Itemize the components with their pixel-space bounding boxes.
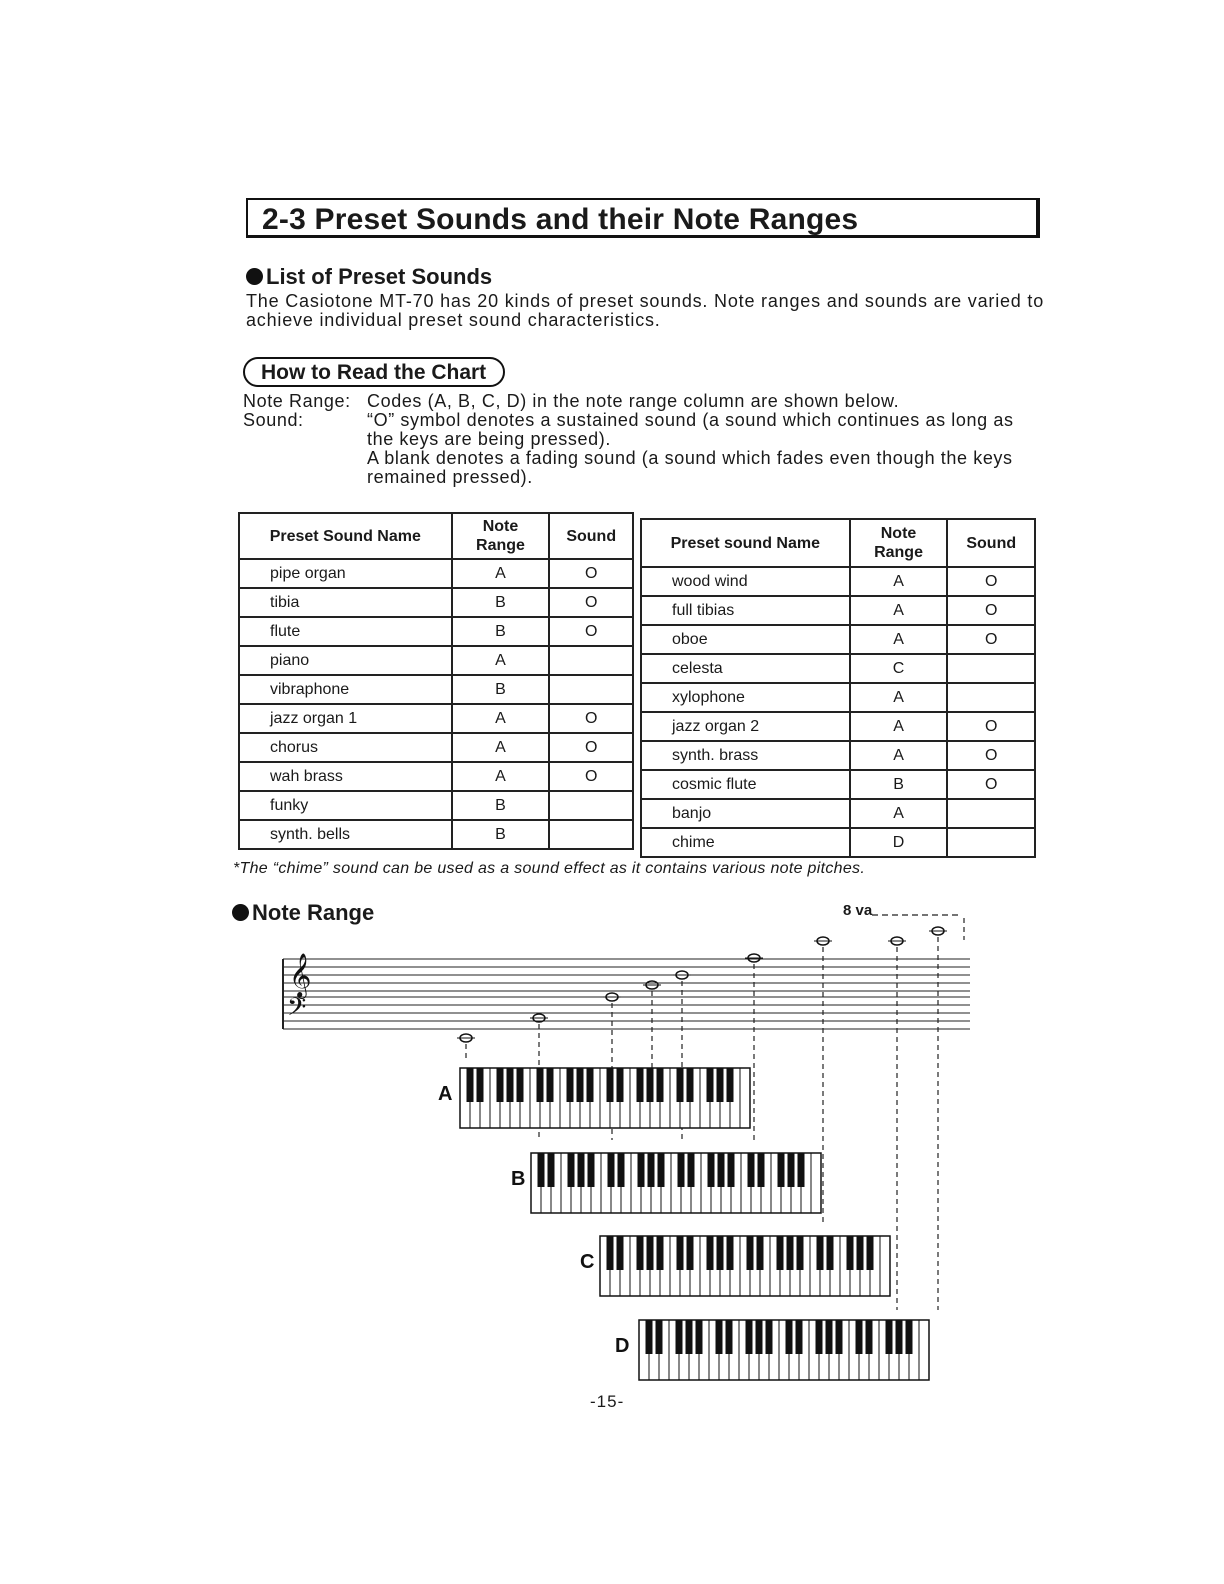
header-sound: Sound [947, 519, 1035, 567]
sound-cell: O [549, 588, 633, 617]
black-key [708, 1153, 715, 1187]
sound-name-cell: xylophone [641, 683, 850, 712]
sound-name-cell: tibia [239, 588, 452, 617]
sound-text-fading: A blank denotes a fading sound (a sound which fades even though the keys remained pressed). [367, 448, 1013, 487]
sound-name-cell: wah brass [239, 762, 452, 791]
note-range-cell: A [850, 712, 948, 741]
black-key [647, 1236, 654, 1270]
black-key [677, 1068, 684, 1102]
black-key [717, 1068, 724, 1102]
black-key [786, 1320, 793, 1354]
black-key [747, 1236, 754, 1270]
bass-clef-icon: 𝄢 [287, 993, 307, 1028]
black-key [538, 1153, 545, 1187]
treble-clef-icon: 𝄞 [289, 953, 312, 997]
black-key [617, 1068, 624, 1102]
black-key [648, 1153, 655, 1187]
sound-name-cell: funky [239, 791, 452, 820]
note-range-label: Note Range: [243, 391, 351, 411]
black-key [637, 1236, 644, 1270]
black-key [657, 1068, 664, 1102]
black-key [657, 1236, 664, 1270]
black-key [758, 1153, 765, 1187]
black-key [856, 1320, 863, 1354]
sound-name-cell: flute [239, 617, 452, 646]
black-key [827, 1236, 834, 1270]
black-key [756, 1320, 763, 1354]
sound-name-cell: wood wind [641, 567, 850, 596]
black-key [467, 1068, 474, 1102]
sound-label: Sound: [243, 410, 304, 430]
black-key [717, 1236, 724, 1270]
black-key [836, 1320, 843, 1354]
black-key [567, 1068, 574, 1102]
black-key [906, 1320, 913, 1354]
keyboard-label: B [511, 1168, 526, 1190]
black-key [857, 1236, 864, 1270]
black-key [687, 1068, 694, 1102]
sound-text-sustained: “O” symbol denotes a sustained sound (a sound which continues as long as the keys are being pressed). [367, 410, 1014, 449]
black-key [507, 1068, 514, 1102]
black-key [766, 1320, 773, 1354]
note-range-cell: A [850, 596, 948, 625]
sound-name-cell: cosmic flute [641, 770, 850, 799]
sound-name-cell: celesta [641, 654, 850, 683]
footnote: *The “chime” sound can be used as a sound effect as it contains various note pitches. [233, 860, 866, 877]
black-key [656, 1320, 663, 1354]
black-key [707, 1236, 714, 1270]
black-key [617, 1236, 624, 1270]
black-key [677, 1236, 684, 1270]
black-key [728, 1153, 735, 1187]
black-key [748, 1153, 755, 1187]
black-key [548, 1153, 555, 1187]
sound-name-cell: jazz organ 2 [641, 712, 850, 741]
sound-cell: O [549, 559, 633, 588]
black-key [727, 1068, 734, 1102]
header-preset-sound-name: Preset sound Name [641, 519, 850, 567]
intro-paragraph: The Casiotone MT-70 has 20 kinds of preset sounds. Note ranges and sounds are varied to achieve individual preset sound characteristics. [246, 291, 1045, 330]
black-key [658, 1153, 665, 1187]
black-key [637, 1068, 644, 1102]
sound-cell: O [947, 770, 1035, 799]
black-key [726, 1320, 733, 1354]
sound-name-cell: jazz organ 1 [239, 704, 452, 733]
black-key [727, 1236, 734, 1270]
sound-cell: O [549, 617, 633, 646]
black-key [707, 1068, 714, 1102]
sound-name-cell: piano [239, 646, 452, 675]
note-range-cell: C [850, 654, 948, 683]
black-key [816, 1320, 823, 1354]
black-key [866, 1320, 873, 1354]
black-key [618, 1153, 625, 1187]
note-range-cell: B [452, 820, 550, 849]
page-number: -15- [590, 1392, 625, 1411]
sound-cell: O [549, 762, 633, 791]
note-range-heading-text: Note Range [252, 900, 375, 925]
note-range-cell: A [452, 704, 550, 733]
black-key [886, 1320, 893, 1354]
black-key [687, 1236, 694, 1270]
note-range-cell: A [452, 559, 550, 588]
black-key [497, 1068, 504, 1102]
note-range-cell: A [850, 799, 948, 828]
sound-name-cell: synth. brass [641, 741, 850, 770]
black-key [788, 1153, 795, 1187]
black-key [647, 1068, 654, 1102]
header-sound: Sound [549, 513, 633, 559]
how-to-read-title: How to Read the Chart [243, 357, 505, 387]
black-key [588, 1153, 595, 1187]
keyboard-label: C [580, 1251, 595, 1273]
sound-name-cell: synth. bells [239, 820, 452, 849]
header-note-range: Note Range [452, 513, 550, 559]
black-key [568, 1153, 575, 1187]
black-key [778, 1153, 785, 1187]
black-key [638, 1153, 645, 1187]
black-key [517, 1068, 524, 1102]
note-range-cell: A [850, 625, 948, 654]
note-range-cell: A [850, 741, 948, 770]
black-key [578, 1153, 585, 1187]
black-key [716, 1320, 723, 1354]
black-key [587, 1068, 594, 1102]
section-title: 2-3 Preset Sounds and their Note Ranges [246, 198, 1040, 238]
black-key [696, 1320, 703, 1354]
note-range-cell: B [452, 588, 550, 617]
black-key [577, 1068, 584, 1102]
sound-name-cell: chorus [239, 733, 452, 762]
black-key [847, 1236, 854, 1270]
sound-cell: O [947, 567, 1035, 596]
black-key [678, 1153, 685, 1187]
black-key [608, 1153, 615, 1187]
black-key [826, 1320, 833, 1354]
note-range-cell: A [452, 762, 550, 791]
note-range-cell: B [452, 675, 550, 704]
header-note-range: Note Range [850, 519, 948, 567]
sound-cell: O [549, 733, 633, 762]
sound-cell: O [947, 596, 1035, 625]
note-range-cell: A [452, 733, 550, 762]
note-range-cell: D [850, 828, 948, 857]
black-key [787, 1236, 794, 1270]
sound-name-cell: full tibias [641, 596, 850, 625]
note-range-cell: B [850, 770, 948, 799]
sound-name-cell: banjo [641, 799, 850, 828]
black-key [777, 1236, 784, 1270]
black-key [607, 1068, 614, 1102]
black-key [547, 1068, 554, 1102]
black-key [686, 1320, 693, 1354]
sound-cell: O [549, 704, 633, 733]
keyboard-label: D [615, 1335, 630, 1357]
black-key [607, 1236, 614, 1270]
keyboard-label: A [438, 1083, 453, 1105]
note-range-text: Codes (A, B, C, D) in the note range column are shown below. [367, 391, 900, 411]
note-range-cell: A [452, 646, 550, 675]
black-key [867, 1236, 874, 1270]
black-key [676, 1320, 683, 1354]
black-key [537, 1068, 544, 1102]
black-key [896, 1320, 903, 1354]
black-key [796, 1320, 803, 1354]
black-key [757, 1236, 764, 1270]
sound-name-cell: vibraphone [239, 675, 452, 704]
black-key [477, 1068, 484, 1102]
list-heading-text: List of Preset Sounds [266, 264, 493, 289]
note-range-cell: A [850, 567, 948, 596]
note-range-cell: B [452, 617, 550, 646]
black-key [718, 1153, 725, 1187]
sound-name-cell: oboe [641, 625, 850, 654]
sound-name-cell: pipe organ [239, 559, 452, 588]
black-key [817, 1236, 824, 1270]
header-preset-sound-name: Preset Sound Name [239, 513, 452, 559]
note-range-cell: B [452, 791, 550, 820]
sound-name-cell: chime [641, 828, 850, 857]
sound-cell: O [947, 741, 1035, 770]
note-range-cell: A [850, 683, 948, 712]
black-key [798, 1153, 805, 1187]
sound-cell: O [947, 625, 1035, 654]
black-key [688, 1153, 695, 1187]
black-key [797, 1236, 804, 1270]
black-key [746, 1320, 753, 1354]
black-key [646, 1320, 653, 1354]
octave-mark: 8 va [843, 902, 873, 919]
sound-cell: O [947, 712, 1035, 741]
